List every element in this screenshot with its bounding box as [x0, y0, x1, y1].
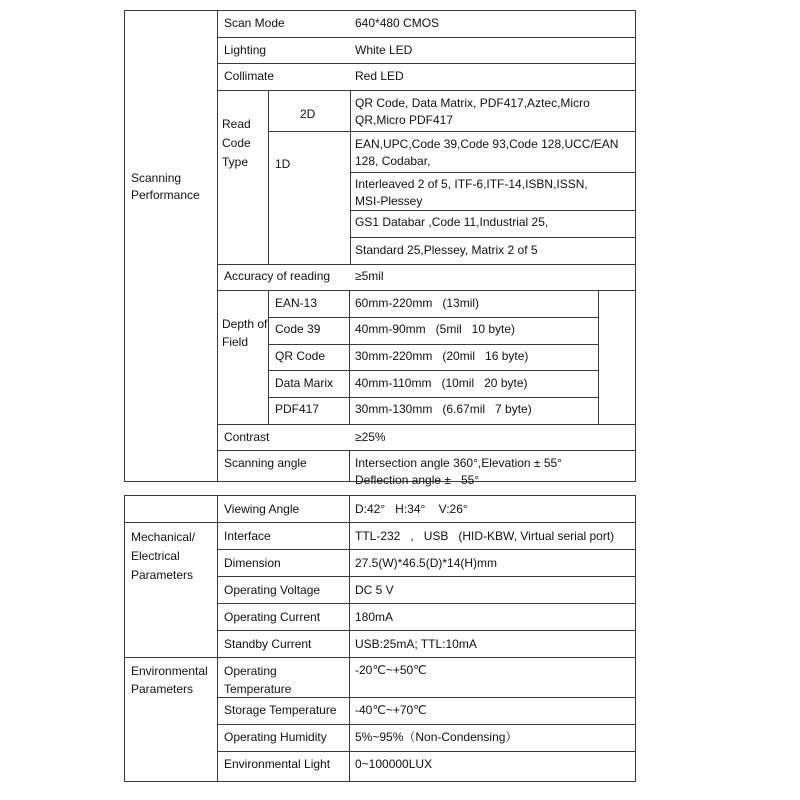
scanning-angle-line1: Intersection angle 360°,Elevation ± 55° [355, 456, 562, 470]
read-code-2d-value: QR Code, Data Matrix, PDF417,Aztec,Micro QR,Micro PDF417 [355, 96, 590, 127]
section-scanning-performance: Scanning Performance [131, 171, 200, 202]
depth-code: PDF417 [275, 402, 320, 416]
depth-value: 60mm-220mm (13mil) [355, 296, 480, 310]
read-code-1d-row: EAN,UPC,Code 39,Code 93,Code 128,UCC/EAN 128, Codabar, [355, 137, 619, 168]
accuracy-value: ≥5mil [355, 269, 384, 283]
interface-label: Interface [224, 529, 271, 543]
operating-voltage-label: Operating Voltage [224, 583, 321, 597]
read-code-type-label: Read Code Type [222, 117, 251, 169]
operating-humidity-value: 5%~95%（Non-Condensing） [355, 730, 518, 744]
lighting-label: Lighting [224, 43, 267, 57]
depth-value: 30mm-220mm (20mil 16 byte) [355, 349, 529, 363]
standby-current-value: USB:25mA; TTL:10mA [355, 637, 477, 651]
depth-of-field-label: Depth of Field [222, 317, 268, 349]
operating-temperature-value: -20℃~+50℃ [355, 663, 427, 677]
section-environmental: Environmental Parameters [131, 664, 208, 696]
collimate-label: Collimate [224, 69, 275, 83]
operating-current-label: Operating Current [224, 610, 321, 624]
depth-code: Data Marix [275, 376, 334, 390]
depth-code: QR Code [275, 349, 326, 363]
environmental-light-label: Environmental Light [224, 757, 331, 771]
depth-value: 30mm-130mm (6.67mil 7 byte) [355, 402, 532, 416]
lighting-value: White LED [355, 43, 413, 57]
contrast-label: Contrast [224, 430, 270, 444]
scan-mode-value: 640*480 CMOS [355, 16, 440, 30]
standby-current-label: Standby Current [224, 637, 312, 651]
scanning-angle-label: Scanning angle [224, 456, 307, 470]
collimate-value: Red LED [355, 69, 404, 83]
depth-code: EAN-13 [275, 296, 318, 310]
viewing-angle-label: Viewing Angle [224, 502, 300, 516]
read-code-1d-row: GS1 Databar ,Code 11,Industrial 25, [355, 215, 549, 229]
accuracy-label: Accuracy of reading [224, 269, 331, 283]
scan-mode-label: Scan Mode [224, 16, 285, 30]
dimension-value: 27.5(W)*46.5(D)*14(H)mm [355, 556, 498, 570]
operating-current-value: 180mA [355, 610, 394, 624]
environmental-light-value: 0~100000LUX [355, 757, 433, 771]
read-code-1d-row: Interleaved 2 of 5, ITF-6,ITF-14,ISBN,ISSN, MSI-Plessey [355, 177, 588, 208]
storage-temperature-value: -40℃~+70℃ [355, 703, 427, 717]
dimension-label: Dimension [224, 556, 281, 570]
depth-value: 40mm-90mm (5mil 10 byte) [355, 322, 516, 336]
depth-value: 40mm-110mm (10mil 20 byte) [355, 376, 528, 390]
interface-value: TTL-232 , USB (HID-KBW, Virtual serial port) [355, 529, 615, 543]
read-code-1d-label: 1D [275, 157, 291, 171]
read-code-1d-row: Standard 25,Plessey, Matrix 2 of 5 [355, 243, 538, 257]
operating-temperature-label: Operating Temperature [224, 664, 292, 696]
section-mechanical-electrical: Mechanical/ Electrical Parameters [131, 530, 196, 582]
operating-voltage-value: DC 5 V [355, 583, 394, 597]
viewing-angle-value: D:42° H:34° V:26° [355, 502, 468, 516]
depth-code: Code 39 [275, 322, 321, 336]
operating-humidity-label: Operating Humidity [224, 730, 327, 744]
scanning-angle-line2: Deflection angle ± 55° [355, 473, 480, 487]
contrast-value: ≥25% [355, 430, 386, 444]
storage-temperature-label: Storage Temperature [224, 703, 337, 717]
read-code-2d-label: 2D [300, 107, 316, 121]
